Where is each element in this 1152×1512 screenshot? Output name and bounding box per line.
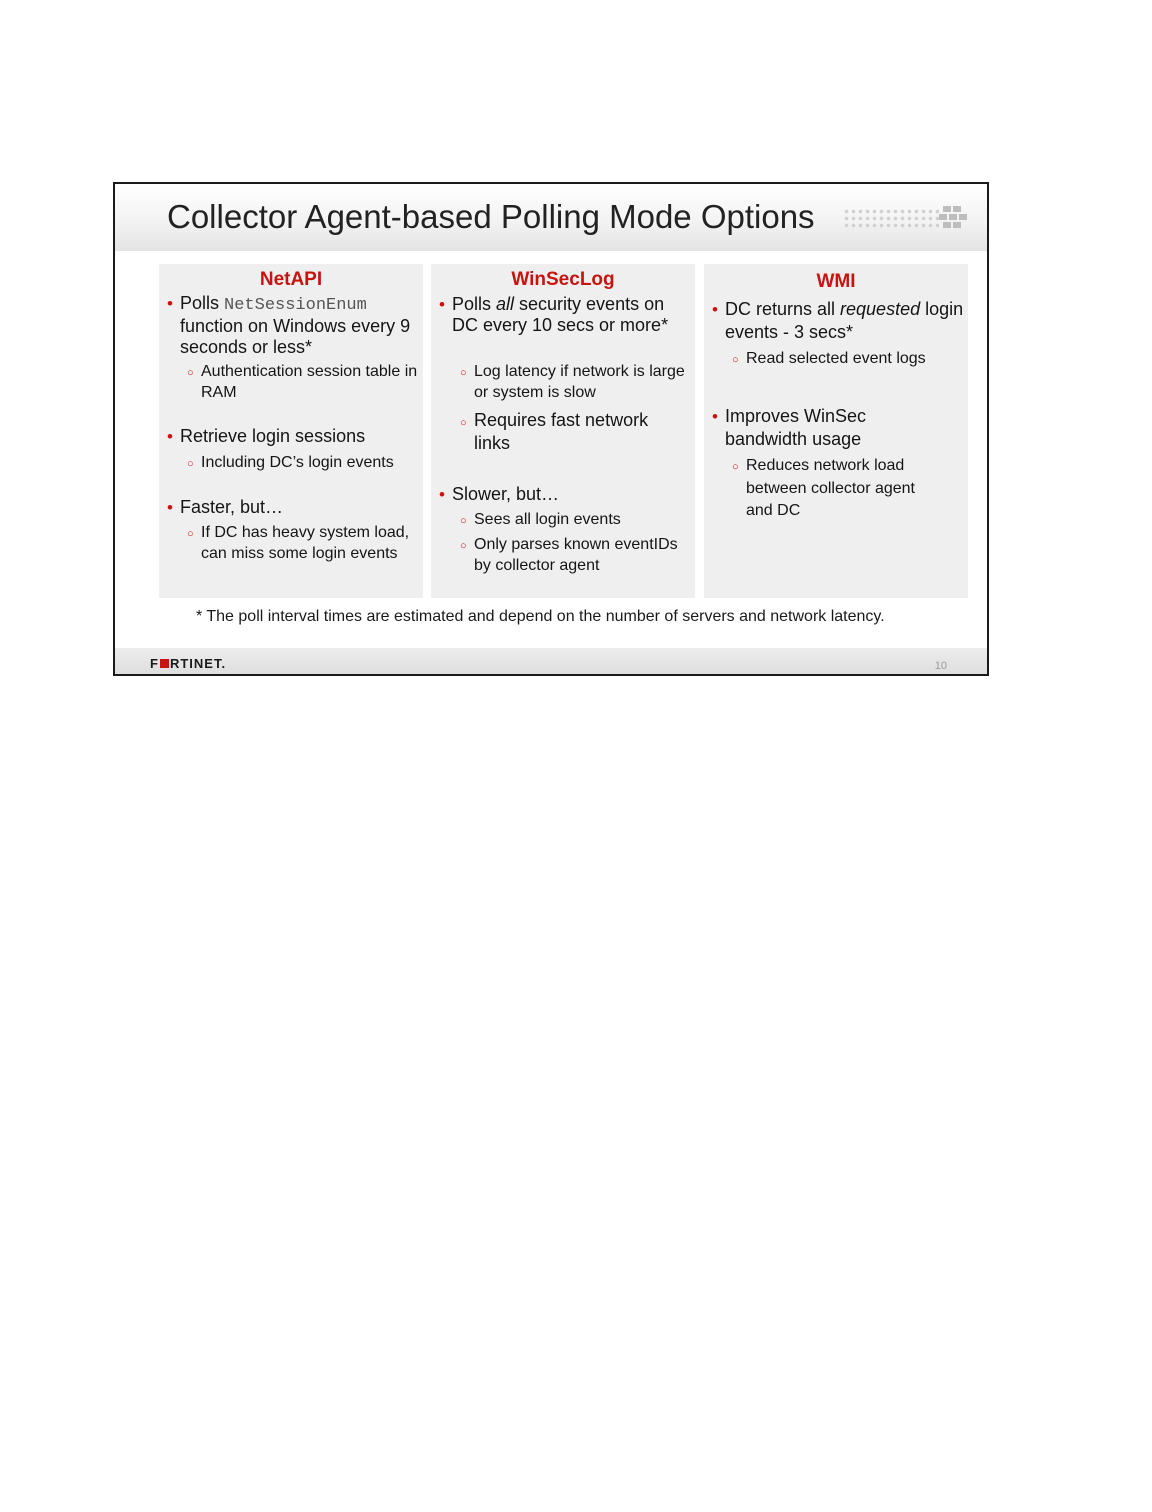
sub-bullet-icon: ○ (187, 367, 194, 379)
bullet-icon: • (712, 300, 718, 319)
winseclog-sub-event-ids: ○ Only parses known eventIDs by collector agent (460, 536, 678, 574)
wmi-panel (704, 264, 968, 598)
brand-dots-decoration (843, 208, 939, 230)
wmi-bullet-improves: • Improves WinSec bandwidth usage (712, 406, 867, 449)
winseclog-sub-sees-all: ○ Sees all login events (474, 510, 688, 531)
netapi-bullet-polls: • Polls NetSessionEnum function on Windows every 9 seconds or less* (167, 293, 411, 357)
fortinet-logo-mark-icon (160, 659, 169, 668)
slide-header (115, 184, 987, 251)
bullet-icon: • (439, 485, 445, 504)
netapi-sub-heavy-load: ○ If DC has heavy system load, can miss some login events (187, 524, 410, 562)
netapi-heading: NetAPI (259, 269, 323, 290)
sub-bullet-icon: ○ (460, 515, 467, 527)
winseclog-panel (431, 264, 695, 598)
bullet-icon: • (712, 407, 718, 426)
wmi-bullet-dc-returns: • DC returns all requested login events - 3 secs* (712, 299, 964, 342)
slide (113, 182, 989, 676)
page-number: 10 (934, 660, 947, 672)
winseclog-bullet-slower: • Slower, but… (439, 484, 560, 504)
wmi-sub-read-logs: ○ Read selected event logs (746, 349, 964, 370)
sub-bullet-icon: ○ (187, 458, 194, 470)
slide-footer (115, 648, 987, 676)
sub-bullet-icon: ○ (460, 540, 467, 552)
netapi-sub-dc-login: ○ Including DC’s login events (201, 453, 419, 474)
winseclog-sub-latency: ○ Log latency if network is large or system is slow (460, 363, 685, 401)
netapi-bullet-faster: • Faster, but… (167, 497, 284, 517)
wmi-sub-reduces-load: ○ Reduces network load between collector agent and DC (732, 457, 915, 519)
sub-bullet-icon: ○ (732, 354, 739, 366)
bullet-icon: • (167, 427, 173, 446)
footnote: * The poll interval times are estimated and depend on the number of servers and network latency. (196, 608, 885, 625)
winseclog-bullet-polls: • Polls all security events on DC every 10 secs or more* (439, 294, 669, 335)
netsessionenum-code: NetSessionEnum (224, 296, 367, 315)
bullet-icon: • (167, 294, 173, 313)
netapi-bullet-retrieve: • Retrieve login sessions (167, 426, 366, 446)
winseclog-sub-fast-links: ○ Requires fast network links (460, 410, 649, 453)
sub-bullet-icon: ○ (460, 367, 467, 379)
netapi-sub-auth-table: ○ Authentication session table in RAM (187, 363, 418, 401)
bullet-icon: • (167, 498, 173, 517)
fortinet-grid-icon (939, 206, 969, 228)
sub-bullet-icon: ○ (460, 417, 467, 429)
netapi-panel (159, 264, 423, 598)
wmi-heading: WMI (816, 271, 856, 292)
sub-bullet-icon: ○ (187, 528, 194, 540)
sub-bullet-icon: ○ (732, 461, 739, 473)
slide-title: Collector Agent-based Polling Mode Options (167, 198, 815, 235)
winseclog-heading: WinSecLog (511, 269, 615, 290)
bullet-icon: • (439, 295, 445, 314)
fortinet-logo: F RTINET. (150, 656, 227, 671)
